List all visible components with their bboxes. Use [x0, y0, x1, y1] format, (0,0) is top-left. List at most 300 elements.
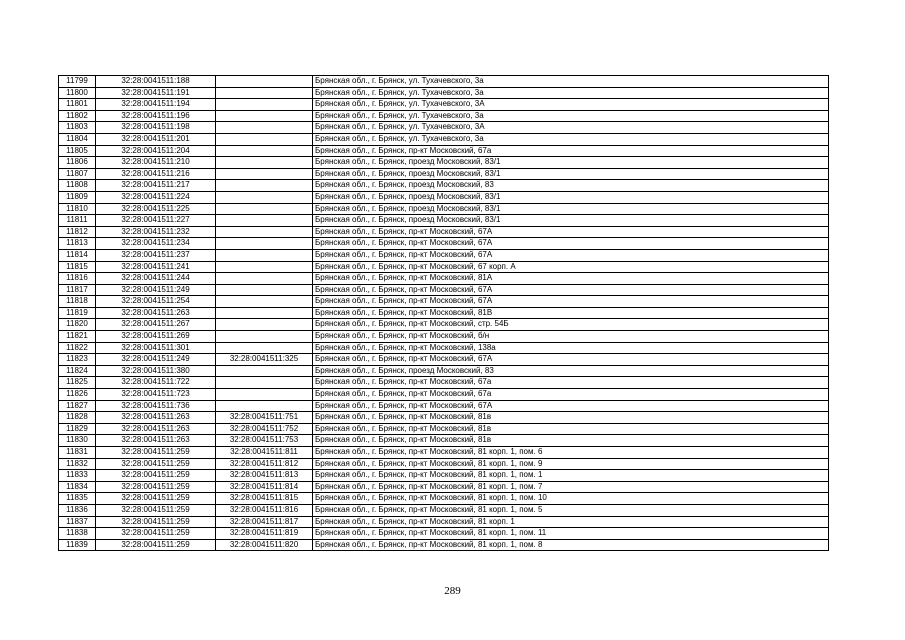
cadastral-number-cell: [96, 528, 216, 540]
cadastral-number-cell: [96, 493, 216, 505]
table-row: [59, 145, 829, 157]
address-cell: [313, 180, 829, 192]
row-number-cell: [59, 284, 96, 296]
address-cell: [313, 319, 829, 331]
registry-table: [58, 75, 829, 551]
row-number-cell-text: 11817: [66, 284, 88, 294]
row-number-cell-text: 11833: [66, 470, 88, 480]
address-cell: [313, 99, 829, 111]
row-number-cell-text: 11839: [66, 539, 88, 549]
table-row: [59, 342, 829, 354]
table-row: [59, 389, 829, 401]
room-cadastral-number-cell: [216, 145, 313, 157]
room-cadastral-number-cell-text: 32:28:0041511:817: [229, 516, 299, 526]
address-cell: [313, 110, 829, 122]
row-number-cell: [59, 423, 96, 435]
address-cell-text: Брянская обл., г. Брянск, пр-кт Московский, 81 корп. 1: [315, 516, 515, 526]
row-number-cell: [59, 342, 96, 354]
cadastral-number-cell: [96, 110, 216, 122]
room-cadastral-number-cell: [216, 203, 313, 215]
address-cell-text: Брянская обл., г. Брянск, пр-кт Московский, стр. 54Б: [315, 319, 509, 329]
table-row: [59, 180, 829, 192]
cadastral-number-cell-text: 32:28:0041511:259: [121, 539, 190, 549]
cadastral-number-cell: [96, 215, 216, 227]
address-cell: [313, 389, 829, 401]
room-cadastral-number-cell: [216, 412, 313, 424]
address-cell-text: Брянская обл., г. Брянск, пр-кт Московский, 81 корп. 1, пом. 11: [315, 528, 547, 538]
room-cadastral-number-cell: [216, 423, 313, 435]
address-cell: [313, 516, 829, 528]
row-number-cell-text: 11820: [66, 319, 88, 329]
cadastral-number-cell-text: 32:28:0041511:259: [121, 481, 190, 491]
room-cadastral-number-cell: [216, 180, 313, 192]
cadastral-number-cell: [96, 319, 216, 331]
table-row: [59, 331, 829, 343]
cadastral-number-cell-text: 32:28:0041511:191: [121, 87, 190, 97]
room-cadastral-number-cell: [216, 273, 313, 285]
address-cell: [313, 481, 829, 493]
row-number-cell-text: 11804: [66, 133, 88, 143]
room-cadastral-number-cell: [216, 516, 313, 528]
row-number-cell: [59, 215, 96, 227]
row-number-cell-text: 11836: [66, 504, 88, 514]
room-cadastral-number-cell: [216, 319, 313, 331]
row-number-cell-text: 11807: [66, 168, 88, 178]
row-number-cell: [59, 458, 96, 470]
address-cell-text: Брянская обл., г. Брянск, проезд Московский, 83/1: [315, 215, 501, 225]
cadastral-number-cell-text: 32:28:0041511:227: [121, 215, 190, 225]
cadastral-number-cell: [96, 331, 216, 343]
row-number-cell-text: 11818: [66, 296, 88, 306]
address-cell: [313, 504, 829, 516]
table-row: [59, 435, 829, 447]
table-row: [59, 133, 829, 145]
table-row: [59, 191, 829, 203]
cadastral-number-cell: [96, 400, 216, 412]
address-cell: [313, 539, 829, 551]
address-cell: [313, 87, 829, 99]
room-cadastral-number-cell: [216, 389, 313, 401]
room-cadastral-number-cell: [216, 249, 313, 261]
cadastral-number-cell-text: 32:28:0041511:263: [121, 423, 190, 433]
cadastral-number-cell-text: 32:28:0041511:723: [121, 389, 190, 399]
address-cell-text: Брянская обл., г. Брянск, пр-кт Московский, 81 корп. 1, пом. 10: [315, 493, 547, 503]
cadastral-number-cell: [96, 191, 216, 203]
address-cell-text: Брянская обл., г. Брянск, проезд Московский, 83: [315, 365, 494, 375]
page-number: 289: [444, 585, 461, 597]
row-number-cell-text: 11813: [66, 238, 88, 248]
cadastral-number-cell-text: 32:28:0041511:244: [121, 273, 190, 283]
cadastral-number-cell: [96, 342, 216, 354]
cadastral-number-cell: [96, 470, 216, 482]
address-cell: [313, 400, 829, 412]
table-row: [59, 470, 829, 482]
cadastral-number-cell-text: 32:28:0041511:259: [121, 504, 190, 514]
room-cadastral-number-cell-text: 32:28:0041511:325: [229, 354, 299, 364]
address-cell-text: Брянская обл., г. Брянск, пр-кт Московский, 81В: [315, 307, 493, 317]
address-cell: [313, 76, 829, 88]
row-number-cell: [59, 226, 96, 238]
address-cell: [313, 238, 829, 250]
table-row: [59, 307, 829, 319]
row-number-cell: [59, 400, 96, 412]
row-number-cell: [59, 504, 96, 516]
table-row: [59, 412, 829, 424]
address-cell-text: Брянская обл., г. Брянск, пр-кт Московский, 67А: [315, 249, 493, 259]
cadastral-number-cell-text: 32:28:0041511:196: [121, 110, 190, 120]
cadastral-number-cell: [96, 226, 216, 238]
address-cell-text: Брянская обл., г. Брянск, проезд Московский, 83: [315, 180, 494, 190]
row-number-cell-text: 11811: [66, 215, 88, 225]
cadastral-number-cell: [96, 203, 216, 215]
row-number-cell-text: 11803: [66, 122, 88, 132]
table-row: [59, 284, 829, 296]
row-number-cell-text: 11799: [66, 76, 88, 85]
room-cadastral-number-cell: [216, 76, 313, 88]
address-cell: [313, 377, 829, 389]
address-cell-text: Брянская обл., г. Брянск, проезд Московский, 83/1: [315, 168, 501, 178]
cadastral-number-cell-text: 32:28:0041511:259: [121, 447, 190, 456]
address-cell: [313, 122, 829, 134]
row-number-cell: [59, 180, 96, 192]
cadastral-number-cell-text: 32:28:0041511:241: [121, 261, 190, 271]
address-cell: [313, 226, 829, 238]
room-cadastral-number-cell: [216, 307, 313, 319]
room-cadastral-number-cell-text: 32:28:0041511:820: [229, 539, 299, 549]
room-cadastral-number-cell-text: 32:28:0041511:813: [229, 470, 299, 480]
row-number-cell: [59, 238, 96, 250]
row-number-cell-text: 11829: [66, 423, 88, 433]
address-cell: [313, 191, 829, 203]
cadastral-number-cell: [96, 458, 216, 470]
cadastral-number-cell: [96, 481, 216, 493]
row-number-cell-text: 11835: [66, 493, 88, 503]
cadastral-number-cell-text: 32:28:0041511:225: [121, 203, 190, 213]
address-cell: [313, 296, 829, 308]
table-row: [59, 99, 829, 111]
cadastral-number-cell-text: 32:28:0041511:232: [121, 226, 190, 236]
table-row: [59, 76, 829, 88]
room-cadastral-number-cell: [216, 157, 313, 169]
address-cell-text: Брянская обл., г. Брянск, пр-кт Московский, 81 корп. 1, пом. 8: [315, 539, 543, 549]
row-number-cell: [59, 447, 96, 459]
table-row: [59, 481, 829, 493]
room-cadastral-number-cell: [216, 539, 313, 551]
row-number-cell-text: 11834: [66, 481, 88, 491]
row-number-cell-text: 11819: [66, 307, 88, 317]
address-cell-text: Брянская обл., г. Брянск, пр-кт Московский, 81 корп. 1, пом. 9: [315, 458, 543, 468]
room-cadastral-number-cell: [216, 354, 313, 366]
row-number-cell-text: 11826: [66, 389, 88, 399]
cadastral-number-cell-text: 32:28:0041511:249: [121, 354, 190, 364]
cadastral-number-cell-text: 32:28:0041511:263: [121, 307, 190, 317]
address-cell-text: Брянская обл., г. Брянск, пр-кт Московский, 67А: [315, 296, 493, 306]
row-number-cell: [59, 191, 96, 203]
cadastral-number-cell-text: 32:28:0041511:254: [121, 296, 190, 306]
cadastral-number-cell-text: 32:28:0041511:201: [121, 133, 190, 143]
address-cell-text: Брянская обл., г. Брянск, пр-кт Московский, 67А: [315, 284, 493, 294]
cadastral-number-cell: [96, 377, 216, 389]
address-cell-text: Брянская обл., г. Брянск, пр-кт Московский, 81в: [315, 423, 492, 433]
address-cell-text: Брянская обл., г. Брянск, пр-кт Московский, 81 корп. 1, пом. 5: [315, 504, 543, 514]
address-cell: [313, 354, 829, 366]
cadastral-number-cell-text: 32:28:0041511:263: [121, 435, 190, 445]
table-row: [59, 354, 829, 366]
cadastral-number-cell-text: 32:28:0041511:259: [121, 458, 190, 468]
row-number-cell: [59, 261, 96, 273]
cadastral-number-cell-text: 32:28:0041511:224: [121, 191, 190, 201]
cadastral-number-cell-text: 32:28:0041511:194: [121, 99, 190, 109]
row-number-cell-text: 11809: [66, 191, 88, 201]
room-cadastral-number-cell-text: 32:28:0041511:816: [229, 504, 299, 514]
room-cadastral-number-cell-text: 32:28:0041511:752: [229, 423, 299, 433]
table-row: [59, 157, 829, 169]
row-number-cell-text: 11806: [66, 157, 88, 167]
cadastral-number-cell-text: 32:28:0041511:259: [121, 470, 190, 480]
row-number-cell: [59, 331, 96, 343]
room-cadastral-number-cell-text: 32:28:0041511:811: [230, 447, 298, 456]
address-cell: [313, 157, 829, 169]
address-cell-text: Брянская обл., г. Брянск, пр-кт Московский, 67А: [315, 226, 493, 236]
address-cell-text: Брянская обл., г. Брянск, ул. Тухачевского, 3а: [315, 133, 484, 143]
address-cell-text: Брянская обл., г. Брянск, пр-кт Московский, 67А: [315, 238, 493, 248]
address-cell: [313, 528, 829, 540]
cadastral-number-cell: [96, 296, 216, 308]
row-number-cell: [59, 110, 96, 122]
address-cell: [313, 331, 829, 343]
address-cell-text: Брянская обл., г. Брянск, ул. Тухачевского, 3а: [315, 110, 484, 120]
table-row: [59, 504, 829, 516]
row-number-cell-text: 11828: [66, 412, 88, 422]
address-cell: [313, 435, 829, 447]
address-cell: [313, 249, 829, 261]
row-number-cell-text: 11812: [66, 226, 88, 236]
room-cadastral-number-cell: [216, 400, 313, 412]
room-cadastral-number-cell-text: 32:28:0041511:753: [229, 435, 299, 445]
row-number-cell: [59, 249, 96, 261]
cadastral-number-cell: [96, 145, 216, 157]
room-cadastral-number-cell: [216, 122, 313, 134]
cadastral-number-cell-text: 32:28:0041511:249: [121, 284, 190, 294]
table-row: [59, 400, 829, 412]
row-number-cell: [59, 481, 96, 493]
row-number-cell-text: 11837: [66, 516, 88, 526]
room-cadastral-number-cell: [216, 504, 313, 516]
address-cell-text: Брянская обл., г. Брянск, пр-кт Московский, 81в: [315, 435, 492, 445]
address-cell-text: Брянская обл., г. Брянск, пр-кт Московский, 67А: [315, 400, 493, 410]
row-number-cell: [59, 133, 96, 145]
row-number-cell-text: 11824: [66, 365, 88, 375]
cadastral-number-cell: [96, 122, 216, 134]
address-cell-text: Брянская обл., г. Брянск, пр-кт Московский, 67а: [315, 377, 492, 387]
table-row: [59, 377, 829, 389]
address-cell: [313, 470, 829, 482]
table-row: [59, 168, 829, 180]
room-cadastral-number-cell: [216, 87, 313, 99]
address-cell-text: Брянская обл., г. Брянск, проезд Московский, 83/1: [315, 157, 501, 167]
cadastral-number-cell-text: 32:28:0041511:380: [121, 365, 190, 375]
address-cell-text: Брянская обл., г. Брянск, пр-кт Московский, 81в: [315, 412, 492, 422]
room-cadastral-number-cell-text: 32:28:0041511:814: [229, 481, 299, 491]
room-cadastral-number-cell: [216, 470, 313, 482]
row-number-cell: [59, 203, 96, 215]
cadastral-number-cell: [96, 423, 216, 435]
cadastral-number-cell-text: 32:28:0041511:237: [121, 249, 190, 259]
row-number-cell-text: 11814: [66, 249, 88, 259]
cadastral-number-cell: [96, 435, 216, 447]
table-row: [59, 110, 829, 122]
cadastral-number-cell: [96, 516, 216, 528]
cadastral-number-cell-text: 32:28:0041511:269: [121, 331, 190, 341]
row-number-cell: [59, 412, 96, 424]
table-row: [59, 273, 829, 285]
address-cell: [313, 365, 829, 377]
address-cell: [313, 284, 829, 296]
address-cell-text: Брянская обл., г. Брянск, пр-кт Московский, 67а: [315, 389, 492, 399]
address-cell: [313, 168, 829, 180]
address-cell: [313, 423, 829, 435]
address-cell-text: Брянская обл., г. Брянск, пр-кт Московский, 81 корп. 1, пом. 1: [315, 470, 543, 480]
room-cadastral-number-cell: [216, 435, 313, 447]
address-cell-text: Брянская обл., г. Брянск, пр-кт Московский, 81А: [315, 273, 493, 283]
row-number-cell: [59, 157, 96, 169]
cadastral-number-cell: [96, 99, 216, 111]
row-number-cell-text: 11816: [66, 273, 88, 283]
room-cadastral-number-cell: [216, 365, 313, 377]
row-number-cell: [59, 493, 96, 505]
room-cadastral-number-cell: [216, 191, 313, 203]
room-cadastral-number-cell: [216, 296, 313, 308]
cadastral-number-cell: [96, 447, 216, 459]
cadastral-number-cell: [96, 365, 216, 377]
row-number-cell-text: 11802: [66, 110, 88, 120]
cadastral-number-cell-text: 32:28:0041511:263: [121, 412, 190, 422]
registry-table-body: [59, 76, 829, 551]
room-cadastral-number-cell: [216, 168, 313, 180]
row-number-cell-text: 11823: [66, 354, 88, 364]
cadastral-number-cell: [96, 249, 216, 261]
address-cell-text: Брянская обл., г. Брянск, пр-кт Московский, 67а: [315, 145, 492, 155]
room-cadastral-number-cell: [216, 284, 313, 296]
cadastral-number-cell: [96, 389, 216, 401]
address-cell: [313, 307, 829, 319]
room-cadastral-number-cell: [216, 342, 313, 354]
table-row: [59, 319, 829, 331]
room-cadastral-number-cell: [216, 226, 313, 238]
row-number-cell: [59, 76, 96, 88]
room-cadastral-number-cell: [216, 377, 313, 389]
room-cadastral-number-cell: [216, 110, 313, 122]
cadastral-number-cell-text: 32:28:0041511:210: [121, 157, 190, 167]
table-row: [59, 528, 829, 540]
row-number-cell: [59, 365, 96, 377]
cadastral-number-cell: [96, 238, 216, 250]
table-row: [59, 203, 829, 215]
room-cadastral-number-cell: [216, 99, 313, 111]
cadastral-number-cell-text: 32:28:0041511:259: [121, 516, 190, 526]
cadastral-number-cell-text: 32:28:0041511:722: [121, 377, 190, 387]
address-cell: [313, 458, 829, 470]
address-cell: [313, 215, 829, 227]
row-number-cell: [59, 516, 96, 528]
row-number-cell-text: 11832: [66, 458, 88, 468]
row-number-cell-text: 11821: [66, 331, 88, 341]
room-cadastral-number-cell: [216, 447, 313, 459]
address-cell-text: Брянская обл., г. Брянск, проезд Московский, 83/1: [315, 203, 501, 213]
room-cadastral-number-cell: [216, 238, 313, 250]
row-number-cell-text: 11831: [66, 447, 88, 456]
row-number-cell: [59, 539, 96, 551]
table-row: [59, 122, 829, 134]
row-number-cell-text: 11805: [66, 145, 88, 155]
room-cadastral-number-cell-text: 32:28:0041511:815: [229, 493, 299, 503]
address-cell-text: Брянская обл., г. Брянск, пр-кт Московский, 67 корп. А: [315, 261, 516, 271]
row-number-cell: [59, 273, 96, 285]
table-row: [59, 215, 829, 227]
table-row: [59, 539, 829, 551]
address-cell: [313, 447, 829, 459]
cadastral-number-cell: [96, 168, 216, 180]
row-number-cell-text: 11827: [66, 400, 88, 410]
address-cell-text: Брянская обл., г. Брянск, пр-кт Московский, 81 корп. 1, пом. 6: [315, 447, 543, 456]
cadastral-number-cell-text: 32:28:0041511:204: [121, 145, 190, 155]
cadastral-number-cell: [96, 87, 216, 99]
row-number-cell: [59, 319, 96, 331]
row-number-cell-text: 11838: [66, 528, 88, 538]
row-number-cell: [59, 354, 96, 366]
table-row: [59, 238, 829, 250]
address-cell: [313, 493, 829, 505]
room-cadastral-number-cell: [216, 493, 313, 505]
room-cadastral-number-cell: [216, 133, 313, 145]
row-number-cell: [59, 87, 96, 99]
table-row: [59, 365, 829, 377]
address-cell: [313, 133, 829, 145]
row-number-cell: [59, 99, 96, 111]
cadastral-number-cell: [96, 133, 216, 145]
row-number-cell-text: 11800: [66, 87, 88, 97]
cadastral-number-cell: [96, 261, 216, 273]
row-number-cell-text: 11830: [66, 435, 88, 445]
row-number-cell: [59, 377, 96, 389]
cadastral-number-cell: [96, 180, 216, 192]
row-number-cell: [59, 389, 96, 401]
room-cadastral-number-cell: [216, 458, 313, 470]
table-row: [59, 261, 829, 273]
address-cell-text: Брянская обл., г. Брянск, пр-кт Московский, 67А: [315, 354, 493, 364]
row-number-cell: [59, 145, 96, 157]
room-cadastral-number-cell: [216, 528, 313, 540]
cadastral-number-cell: [96, 539, 216, 551]
row-number-cell: [59, 435, 96, 447]
address-cell: [313, 261, 829, 273]
table-row: [59, 87, 829, 99]
address-cell-text: Брянская обл., г. Брянск, пр-кт Московский, 81 корп. 1, пом. 7: [315, 481, 543, 491]
table-row: [59, 296, 829, 308]
cadastral-number-cell: [96, 76, 216, 88]
address-cell: [313, 273, 829, 285]
table-row: [59, 226, 829, 238]
row-number-cell: [59, 307, 96, 319]
row-number-cell-text: 11801: [66, 99, 88, 109]
row-number-cell-text: 11808: [66, 180, 88, 190]
cadastral-number-cell-text: 32:28:0041511:188: [121, 76, 190, 85]
address-cell: [313, 203, 829, 215]
row-number-cell: [59, 528, 96, 540]
cadastral-number-cell-text: 32:28:0041511:216: [121, 168, 190, 178]
cadastral-number-cell: [96, 157, 216, 169]
address-cell: [313, 145, 829, 157]
